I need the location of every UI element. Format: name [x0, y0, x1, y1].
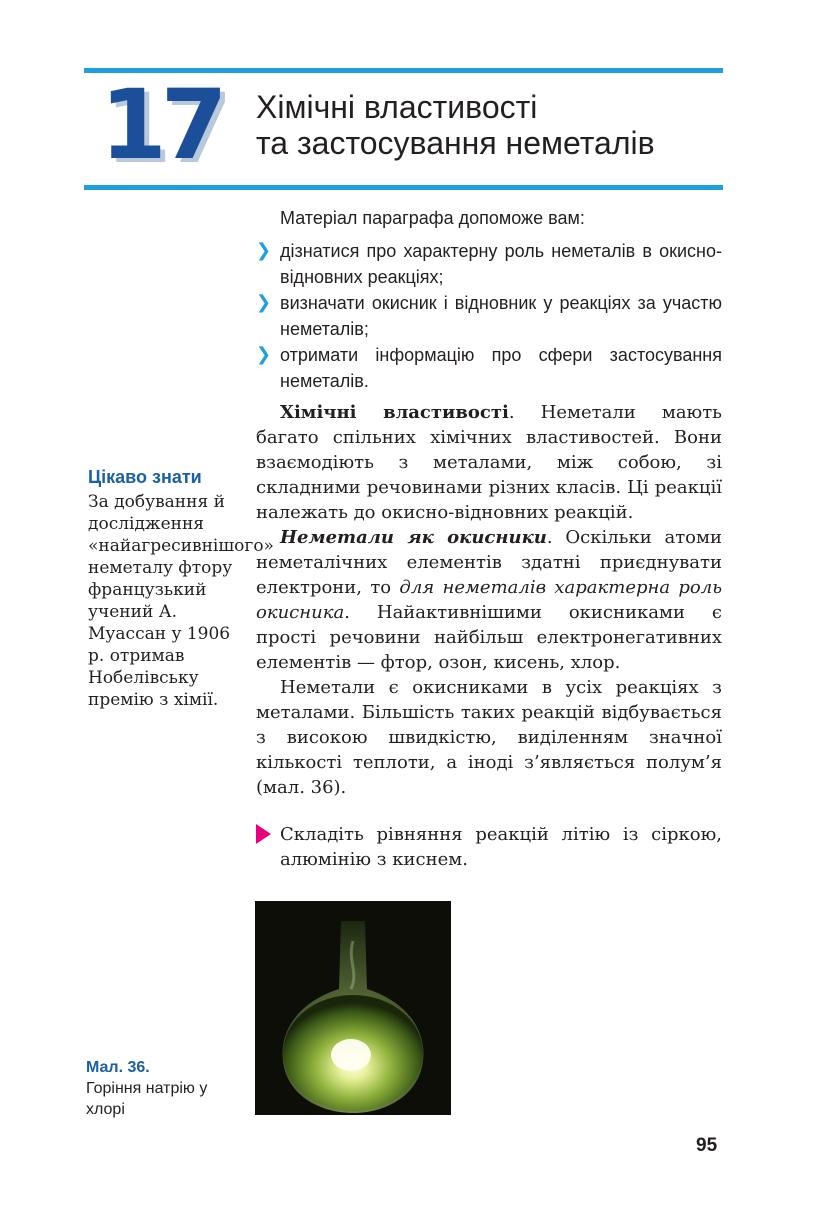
paragraph-1 [256, 400, 722, 525]
key-phrase: для неметалів характерна роль окисника [256, 577, 722, 623]
figure-sodium-in-chlorine [255, 901, 451, 1115]
section-title-chemical-properties: Хімічні властивості [280, 402, 509, 423]
paragraph-2-text-b: . Найактивнішими окисниками є прості речовини найбільш електронегативних елементів — фтор, озон, кисень, хлор. [256, 602, 722, 673]
goal-item [256, 290, 722, 342]
goal-text: визначати окисник і відновник у реакціях за участю неметалів; [280, 293, 722, 339]
chevron-right-icon: ❯ [256, 292, 272, 313]
goals-list [256, 238, 722, 394]
intro-heading: Матеріал параграфа допоможе вам: [280, 208, 585, 228]
task-text: Складіть рівняння реакцій літію із сіркою, алюмінію з киснем. [280, 824, 722, 870]
goal-text: отримати інформацію про сфери застосування неметалів. [280, 345, 722, 391]
paragraph-2-text-a: . Оскільки атоми неметалічних елементів здатні приєднувати електрони, то [256, 527, 723, 598]
main-text [256, 400, 722, 800]
goal-text: дізнатися про характерну роль неметалів в окисно-відновних реакціях; [280, 241, 722, 287]
flask-photo [255, 901, 451, 1115]
figure-caption [86, 1057, 246, 1120]
sidebar-fact [88, 465, 274, 711]
chapter-title-line2: та застосування неметалів [256, 125, 655, 161]
triangle-marker-icon [256, 824, 271, 844]
paragraph-2 [256, 525, 722, 675]
paragraph-1-text: . Неметали мають багато спільних хімічних властивостей. Вони взаємодіють з металами, між собою, зі складними речовинами різних класів. Ці реакції належать до окисно-відновних реакцій. [256, 402, 722, 523]
task-block [256, 822, 722, 872]
page-number: 95 [696, 1135, 718, 1156]
chapter-title-line1: Хімічні властивості [256, 89, 538, 125]
goal-item [256, 342, 722, 394]
caption-number: Мал. 36. [86, 1059, 150, 1076]
sidebar-heading: Цікаво знати [88, 467, 202, 487]
header-bottom-rule [84, 185, 723, 190]
subsection-title-oxidizers: Неметали як окисники [280, 527, 547, 548]
caption-text: Горіння натрію у хлорі [86, 1080, 208, 1118]
chevron-right-icon: ❯ [256, 344, 272, 365]
paragraph-3: Неметали є окисниками в усіх реакціях з металами. Більшість таких реакцій відбувається з високою швидкістю, виділенням значної кількості теплоти, а іноді з’являється полум’я (мал. 36). [256, 677, 722, 798]
chapter-number: 17 [100, 69, 222, 181]
chapter-title [256, 89, 726, 161]
chevron-right-icon: ❯ [256, 240, 272, 261]
sidebar-text: За добування й дослідження «найагресивнішого» неметалу фтору французький учений А. Муассан у 1906 р. отримав Нобелівську премію з хімії. [88, 492, 274, 710]
goal-item [256, 238, 722, 290]
